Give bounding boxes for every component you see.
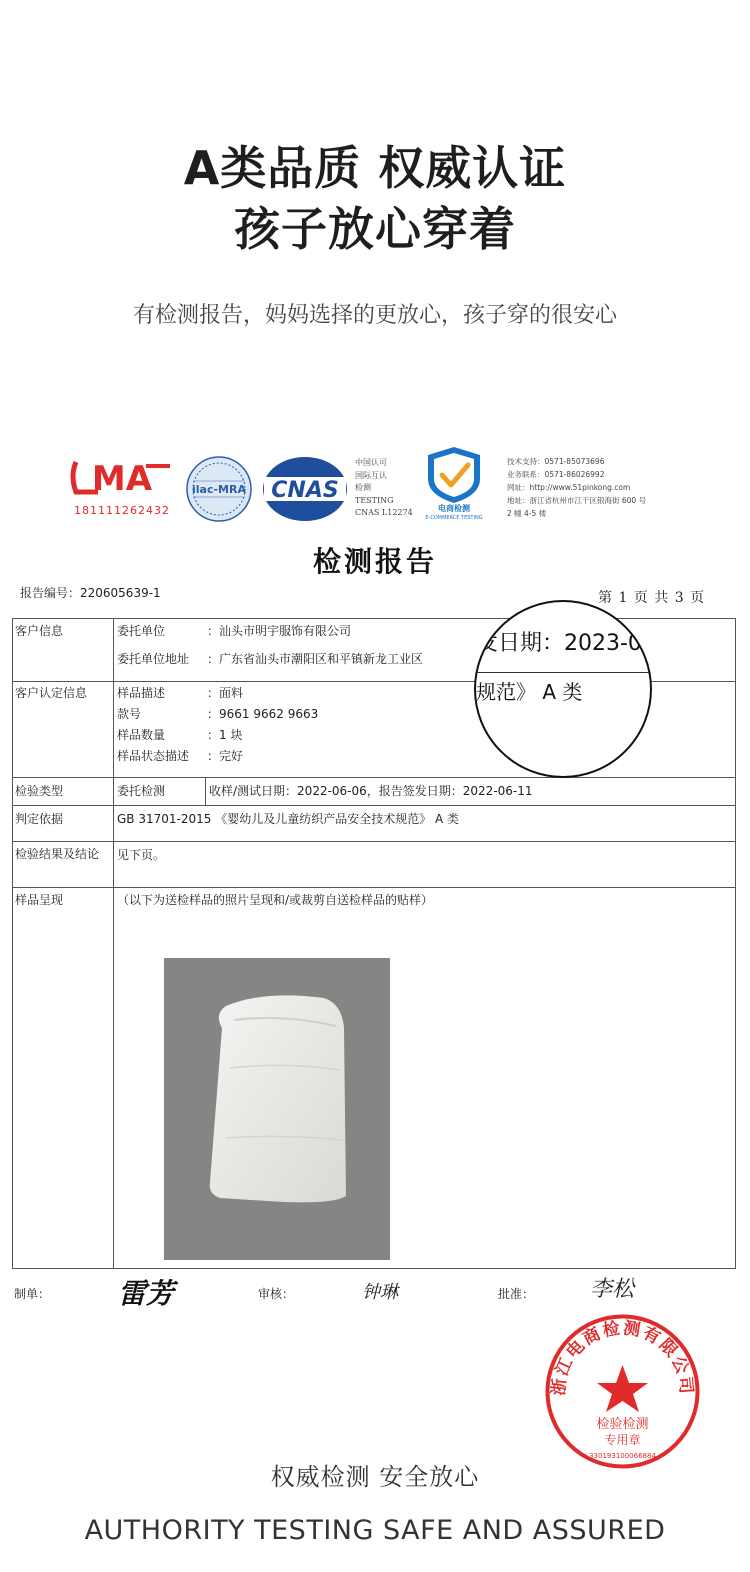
report-title: 检测报告 — [312, 545, 437, 578]
shield-sub: E-COMMERCE TESTING — [425, 515, 483, 520]
basis-value: GB 31701-2015 《婴幼儿及儿童纺织产品安全技术规范》 A 类 — [117, 812, 460, 826]
contact-line: 技术支持：0571-85073696 — [507, 457, 605, 466]
cnas-info — [355, 457, 413, 520]
seal-number: 330193100066884 — [589, 1452, 656, 1460]
maker-label: 制单： — [14, 1287, 51, 1301]
client-address-value: ：广东省汕头市潮阳区和平镇新龙工业区 — [207, 652, 424, 666]
subtitle: 有检测报告，妈妈选择的更放心，孩子穿的很安心 — [132, 303, 617, 328]
ecommerce-testing-shield-icon — [418, 445, 490, 520]
style-value: ：9661 9662 9663 — [207, 707, 319, 721]
ilac-text: ilac-MRA — [192, 483, 246, 496]
footer-cn: 权威检测 安全放心 — [270, 1463, 480, 1491]
basis-label: 判定依据 — [15, 812, 64, 826]
contact-line: 业务联系：0571-86026992 — [507, 470, 605, 479]
cma-logo — [68, 456, 176, 520]
client-info-label: 客户信息 — [15, 624, 64, 638]
contact-info — [507, 455, 646, 520]
state-value: ：完好 — [207, 749, 244, 763]
sample-desc-label: 样品描述 — [117, 686, 166, 700]
style-label: 款号 — [117, 707, 142, 721]
contact-line: 2 幢 4-5 楼 — [507, 509, 547, 518]
sample-photo — [164, 958, 390, 1260]
cnas-info-line: 国际互认 — [355, 470, 387, 480]
reviewer-signature: 钟琳 — [362, 1282, 398, 1303]
test-type-value: 委托检测 — [117, 784, 166, 798]
report-number: 报告编号：220605639-1 — [20, 586, 161, 600]
qty-value: ：1 块 — [207, 728, 243, 742]
sample-value: （以下为送检样品的照片呈现和/或裁剪自送检样品的贴样） — [117, 893, 434, 907]
magnifier-line2: 规范》 A 类 — [476, 680, 583, 704]
ilac-mra-logo — [185, 455, 253, 523]
test-dates: 收样/测试日期：2022-06-06，报告签发日期：2022-06-11 — [209, 784, 533, 798]
approver-signature: 李松 — [590, 1277, 635, 1302]
maker-signature: 雷芳 — [118, 1277, 175, 1310]
seal-inner1: 检验检测 — [596, 1417, 649, 1432]
contact-line: 网址：http://www.51pinkong.com — [507, 483, 631, 492]
state-label: 样品状态描述 — [117, 749, 190, 763]
result-value: 见下页。 — [117, 848, 166, 862]
cma-number: 181111262432 — [74, 504, 170, 517]
cnas-info-line: TESTING — [355, 495, 394, 505]
cma-text: MA — [91, 459, 153, 499]
approver-label: 批准： — [498, 1287, 535, 1301]
contact-line: 地址：浙江省杭州市江干区银海街 600 号 — [507, 496, 647, 505]
sample-desc-value: ：面料 — [207, 686, 244, 700]
cnas-text: CNAS — [271, 478, 339, 503]
footer-en: AUTHORITY TESTING SAFE AND ASSURED — [84, 1515, 666, 1546]
confirmed-info-label: 客户认定信息 — [15, 686, 88, 700]
cnas-info-line: 中国认可 — [355, 458, 387, 467]
client-unit-label: 委托单位 — [117, 624, 166, 638]
page-indicator: 第 1 页 共 3 页 — [598, 590, 706, 606]
magnifier-line1: 发日期：2023-0 — [476, 631, 642, 656]
seal-text: 浙江电商检测有限公司 — [548, 1318, 697, 1397]
reviewer-label: 审核： — [258, 1287, 295, 1301]
headline-line1: A类品质 权威认证 — [183, 141, 567, 195]
company-seal — [544, 1313, 701, 1470]
shield-text: 电商检测 — [438, 504, 470, 513]
seal-inner2: 专用章 — [604, 1433, 641, 1447]
headline-line2: 孩子放心穿着 — [234, 202, 516, 256]
qty-label: 样品数量 — [117, 728, 166, 742]
result-label: 检验结果及结论 — [15, 847, 100, 861]
cnas-info-line: 检测 — [355, 483, 371, 492]
sample-label: 样品呈现 — [15, 893, 64, 907]
magnifier-zoom — [474, 600, 652, 778]
client-address-label: 委托单位地址 — [117, 652, 190, 666]
cnas-logo — [262, 455, 348, 523]
cnas-info-line: CNAS L12274 — [355, 508, 413, 517]
test-type-label: 检验类型 — [15, 784, 64, 798]
client-unit-value: ：汕头市明宇服饰有限公司 — [207, 624, 352, 638]
